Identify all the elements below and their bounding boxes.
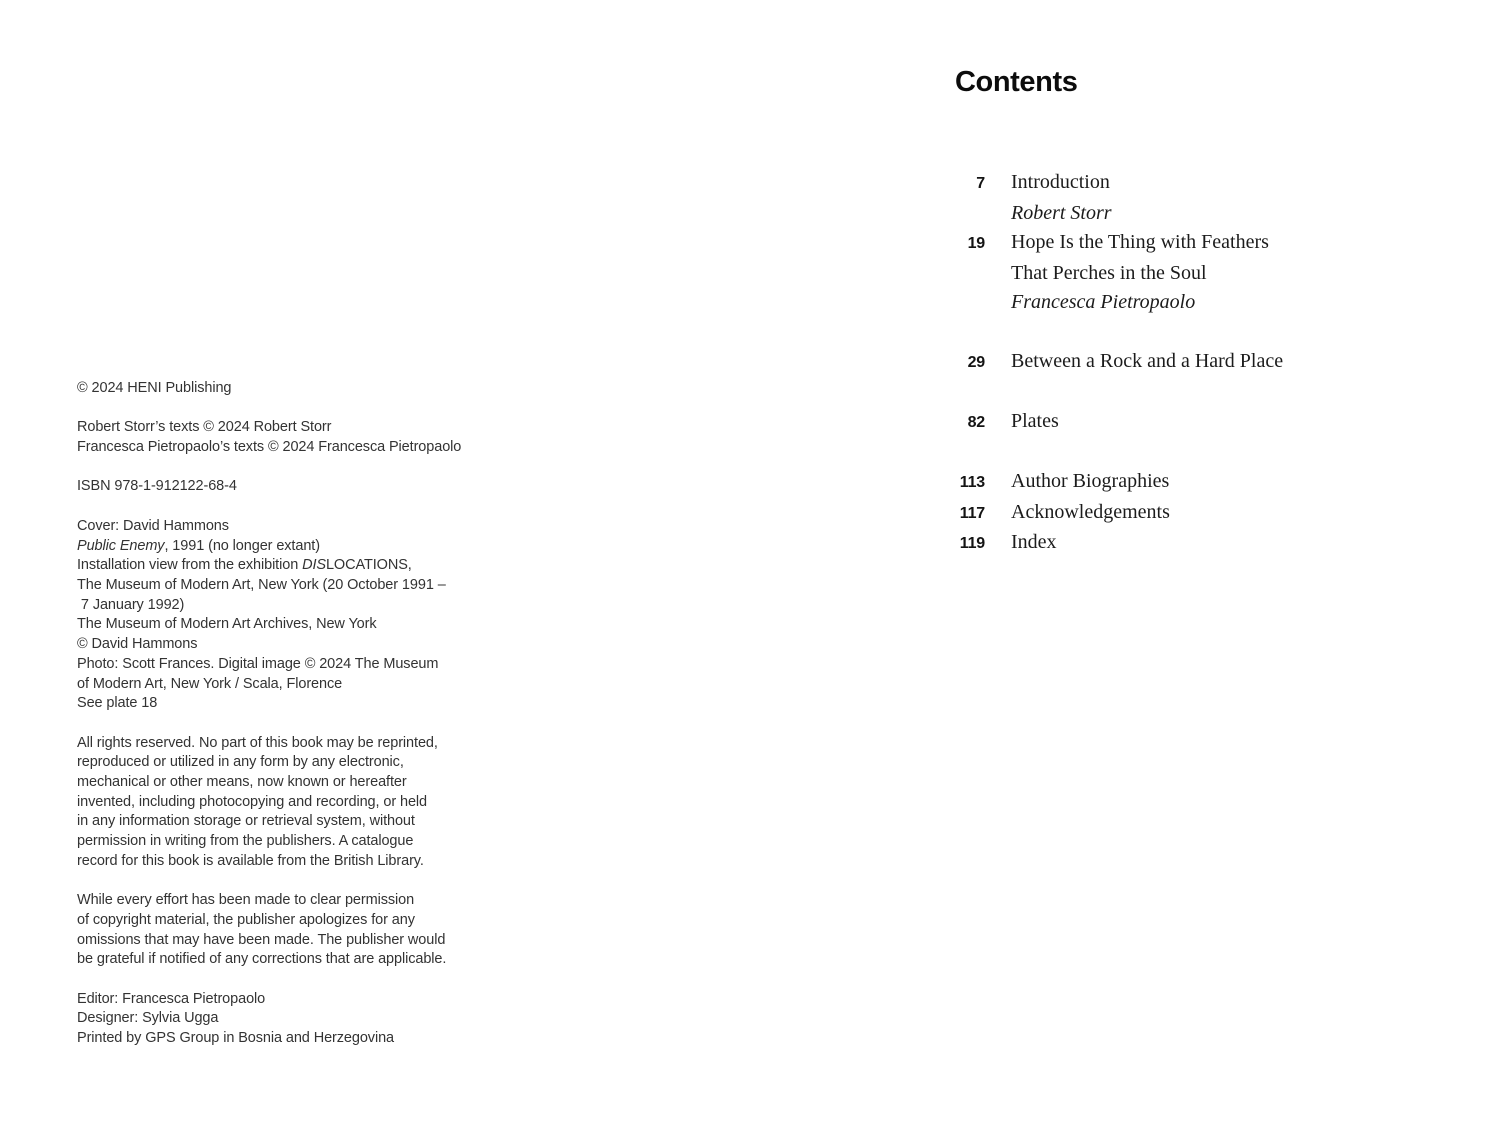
toc-page-number: 19 xyxy=(967,235,985,252)
colophon-line xyxy=(77,418,547,438)
colophon-text: Designer: Sylvia Ugga xyxy=(77,1010,219,1027)
colophon-italic-text: Public Enemy xyxy=(77,537,165,554)
colophon-line xyxy=(77,596,547,616)
colophon-text: LOCATIONS, xyxy=(325,557,412,574)
colophon-line xyxy=(77,753,547,773)
colophon-text: Robert Storr’s texts © 2024 Robert Storr xyxy=(77,419,332,436)
toc-entry xyxy=(955,347,1375,378)
colophon-line xyxy=(77,675,547,695)
colophon-line xyxy=(77,556,547,576)
colophon-text: Cover: David Hammons xyxy=(77,517,229,534)
colophon-line xyxy=(77,615,547,635)
colophon-text: See plate 18 xyxy=(77,695,158,712)
colophon-line xyxy=(77,990,547,1010)
colophon-text: in any information storage or retrieval system, without xyxy=(77,813,415,830)
contents-page-title: Contents xyxy=(955,66,1078,98)
colophon-line xyxy=(77,931,547,951)
colophon-text: All rights reserved. No part of this book may be reprinted, xyxy=(77,734,438,751)
colophon-text: invented, including photocopying and recording, or held xyxy=(77,793,427,810)
colophon-line xyxy=(77,773,547,793)
toc-line xyxy=(955,259,1375,289)
colophon-line xyxy=(77,576,547,596)
toc-page-number: 113 xyxy=(959,474,985,491)
colophon-line xyxy=(77,477,547,497)
colophon-line xyxy=(77,793,547,813)
toc-entry xyxy=(955,467,1375,498)
colophon-text: reproduced or utilized in any form by any electronic, xyxy=(77,754,404,771)
colophon-text: Editor: Francesca Pietropaolo xyxy=(77,990,266,1007)
toc-page-number: 82 xyxy=(967,414,985,431)
colophon-line xyxy=(77,950,547,970)
colophon-paragraph xyxy=(77,418,547,457)
toc-entry-title: Plates xyxy=(1011,410,1059,432)
colophon-text: Printed by GPS Group in Bosnia and Herzegovina xyxy=(77,1030,394,1047)
colophon xyxy=(77,379,547,1049)
toc-line xyxy=(955,347,1375,378)
colophon-text: permission in writing from the publishers. A catalogue xyxy=(77,833,414,850)
toc-entry-title: Hope Is the Thing with Feathers xyxy=(1011,231,1269,253)
toc-entry xyxy=(955,498,1375,529)
colophon-paragraph xyxy=(77,734,547,872)
toc-line xyxy=(955,288,1375,318)
colophon-paragraph xyxy=(77,379,547,399)
toc-entry-title: Acknowledgements xyxy=(1011,500,1170,523)
colophon-text: mechanical or other means, now known or hereafter xyxy=(77,774,407,790)
toc-entry xyxy=(955,228,1375,318)
colophon-line xyxy=(77,635,547,655)
toc-entry-title: That Perches in the Soul xyxy=(1011,261,1207,284)
colophon-text: , 1991 (no longer extant) xyxy=(164,537,320,554)
colophon-paragraph xyxy=(77,891,547,970)
colophon-line xyxy=(77,891,547,911)
toc-entry-title: Author Biographies xyxy=(1011,470,1170,492)
colophon-line xyxy=(77,832,547,852)
toc-page-number: 7 xyxy=(976,175,985,192)
toc-entry-author: Francesca Pietropaolo xyxy=(1011,291,1196,313)
toc-entry-title: Between a Rock and a Hard Place xyxy=(1011,350,1284,372)
toc-page-number: 119 xyxy=(959,535,985,552)
toc-entry-title: Index xyxy=(1011,531,1057,553)
colophon-text: ISBN 978-1-912122-68-4 xyxy=(77,478,237,495)
colophon-text: While every effort has been made to clear permission xyxy=(77,892,415,909)
colophon-line xyxy=(77,1009,547,1029)
colophon-line xyxy=(77,734,547,754)
colophon-line xyxy=(77,911,547,931)
colophon-text: Installation view from the exhibition xyxy=(77,557,303,574)
colophon-text: of copyright material, the publisher apologizes for any xyxy=(77,911,415,928)
colophon-line xyxy=(77,379,547,399)
colophon-line xyxy=(77,812,547,832)
toc-page-number: 29 xyxy=(967,354,985,371)
toc-line xyxy=(955,528,1375,559)
colophon-line xyxy=(77,655,547,675)
colophon-line xyxy=(77,1029,547,1049)
colophon-paragraph xyxy=(77,990,547,1049)
toc-line xyxy=(955,407,1375,438)
toc-entry xyxy=(955,407,1375,438)
colophon-text: omissions that may have been made. The publisher would xyxy=(77,931,446,948)
colophon-paragraph xyxy=(77,517,547,714)
toc-line xyxy=(955,498,1375,529)
colophon-text: Francesca Pietropaolo’s texts © 2024 Francesca Pietropaolo xyxy=(77,439,462,456)
colophon-text: be grateful if notified of any corrections that are applicable. xyxy=(77,951,447,968)
colophon-text: © 2024 HENI Publishing xyxy=(77,380,232,396)
colophon-paragraph xyxy=(77,477,547,497)
toc-line xyxy=(955,199,1375,229)
colophon-italic-text: DIS xyxy=(302,557,326,574)
toc-entry xyxy=(955,168,1375,228)
colophon-text: The Museum of Modern Art Archives, New York xyxy=(77,616,377,633)
colophon-line xyxy=(77,852,547,872)
colophon-text: of Modern Art, New York / Scala, Florence xyxy=(77,675,343,692)
colophon-text: 7 January 1992) xyxy=(77,596,185,613)
table-of-contents xyxy=(955,168,1375,559)
colophon-text: The Museum of Modern Art, New York (20 October 1991 – xyxy=(77,576,446,593)
colophon-line xyxy=(77,438,547,458)
colophon-text: record for this book is available from the British Library. xyxy=(77,852,424,869)
toc-entry-author: Robert Storr xyxy=(1011,201,1112,224)
toc-page-number: 117 xyxy=(959,504,985,522)
toc-line xyxy=(955,228,1375,259)
toc-line xyxy=(955,168,1375,199)
colophon-line xyxy=(77,517,547,537)
toc-line xyxy=(955,467,1375,498)
colophon-text: Photo: Scott Frances. Digital image © 2024 The Museum xyxy=(77,655,439,672)
toc-entry-title: Introduction xyxy=(1011,171,1110,193)
colophon-text: © David Hammons xyxy=(77,636,198,653)
toc-entry xyxy=(955,528,1375,559)
colophon-line xyxy=(77,537,547,557)
colophon-line xyxy=(77,694,547,714)
